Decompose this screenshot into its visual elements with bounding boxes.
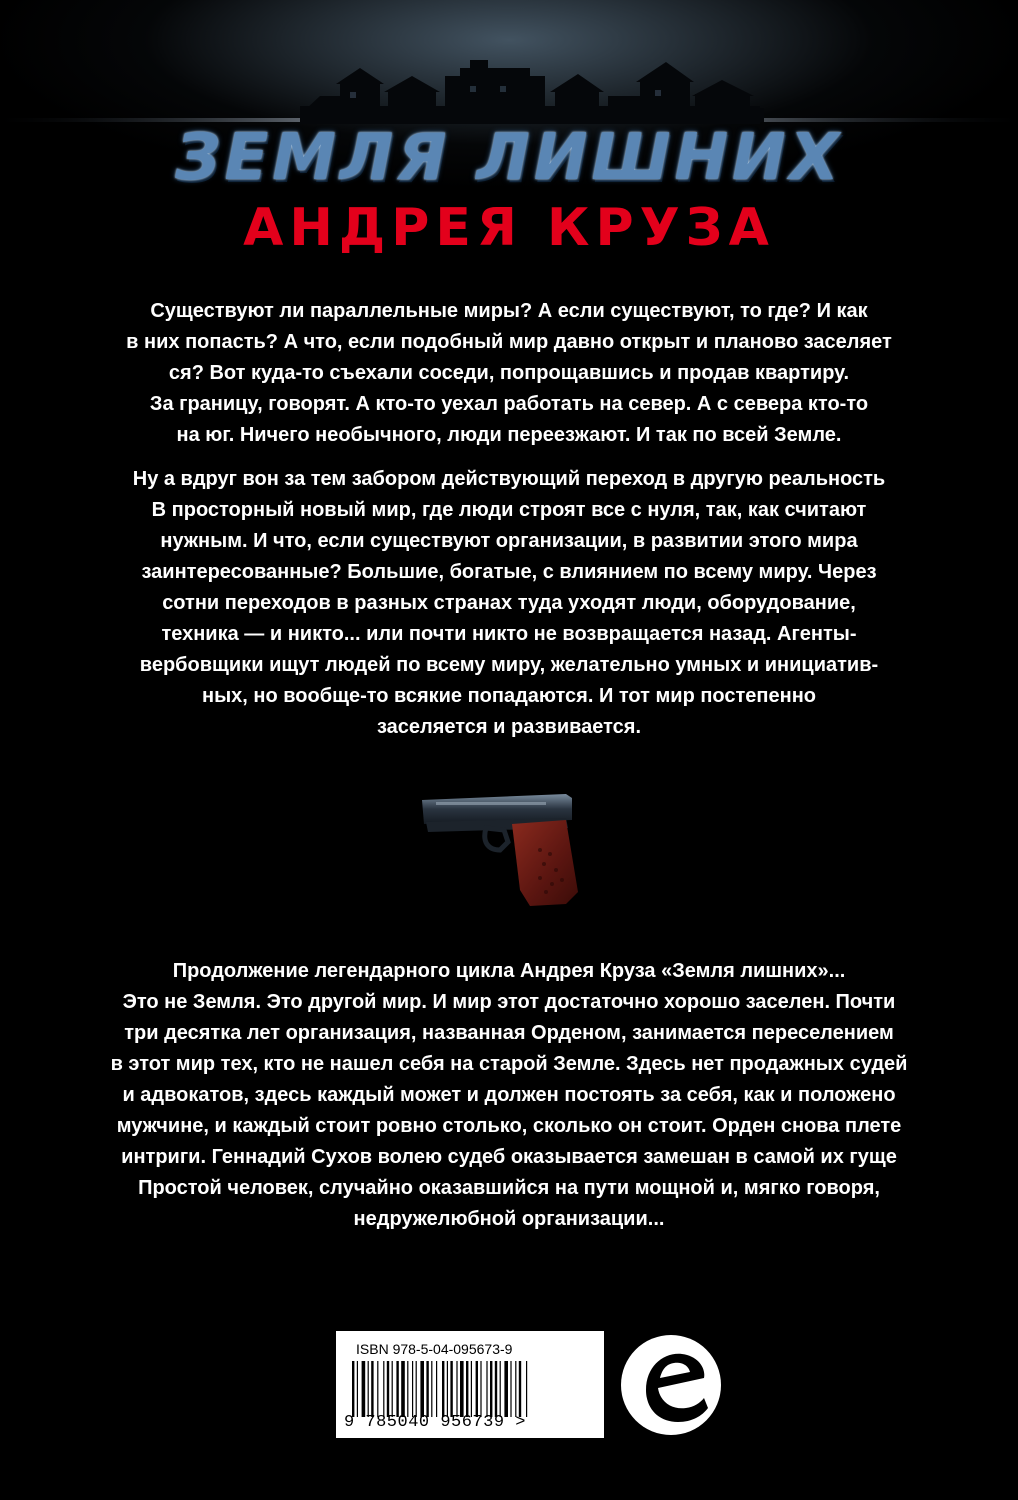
text-line: мужчине, и каждый стоит ровно столько, сколько он стоит. Орден снова плете [116, 1115, 902, 1137]
text-line: вербовщики ищут людей по всему миру, желательно умных и инициатив- [139, 654, 879, 676]
barcode-bar [387, 1361, 389, 1417]
text-line: заинтересованные? Большие, богатые, с влиянием по всему миру. Через [141, 561, 877, 583]
barcode-bar [490, 1361, 492, 1417]
barcode-bar [526, 1361, 527, 1417]
barcode-digits: 9 785040 956739 > [344, 1413, 526, 1432]
barcode-bar [500, 1361, 501, 1417]
barcode-bar [504, 1361, 508, 1417]
barcode-bar [450, 1361, 452, 1417]
barcode-bar [377, 1361, 378, 1417]
barcode-bar [401, 1361, 405, 1417]
barcode-bar [368, 1361, 369, 1417]
text-line: ных, но вообще-то всякие попадаются. И тот мир постепенно [202, 685, 816, 707]
text-line: В просторный новый мир, где люди строят все с нуля, так, как считают [151, 499, 867, 521]
barcode-panel [336, 1331, 604, 1438]
barcode-bar [519, 1361, 521, 1417]
barcode-bar [466, 1361, 468, 1417]
text-line: интриги. Геннадий Сухов волею судеб оказывается замешан в самой их гуще [121, 1146, 897, 1168]
text-line: техника — и никто... или почти никто не возвращается назад. Агенты- [161, 623, 857, 645]
text-line: три десятка лет организация, названная Орденом, занимается переселением [124, 1022, 894, 1044]
blurb-paragraph-2 [100, 464, 918, 743]
text-line: и адвокатов, здесь каждый может и должен постоять за себя, как и положено [122, 1084, 896, 1106]
barcode-bar [392, 1361, 393, 1417]
barcode-bar [352, 1361, 354, 1417]
barcode-bar [460, 1361, 464, 1417]
barcode-bar [371, 1361, 373, 1417]
text-line: Это не Земля. Это другой мир. И мир этот достаточно хорошо заселен. Почти [122, 991, 896, 1013]
text-line: недружелюбной организации... [353, 1208, 665, 1230]
text-line: заселяется и развивается. [376, 716, 642, 738]
isbn-label: ISBN 978-5-04-095673-9 [356, 1341, 513, 1357]
author-name: АНДРЕЯ КРУЗА [243, 198, 775, 258]
barcode-bar [383, 1361, 384, 1417]
text-line: Простой человек, случайно оказавшийся на пути мощной и, мягко говоря, [138, 1177, 880, 1199]
text-line: За границу, говорят. А кто-то уехал работать на север. А с севера кто-то [149, 393, 869, 415]
series-title: ЗЕМЛЯ ЛИШНИХ [175, 121, 843, 195]
barcode-bar [456, 1361, 457, 1417]
text-line: на юг. Ничего необычного, люди переезжают. И так по всей Земле. [176, 424, 842, 446]
barcode-bar [416, 1361, 417, 1417]
blurb-paragraph-1 [100, 296, 918, 451]
eksmo-e-logo-icon [616, 1330, 726, 1440]
town-skyline-silhouette [0, 40, 1018, 130]
text-line: нужным. И что, если существуют организации, в развитии этого мира [160, 530, 858, 552]
barcode-bar [480, 1361, 481, 1417]
barcode-bar [436, 1361, 437, 1417]
barcode-bar [412, 1361, 413, 1417]
barcode-bar [407, 1361, 408, 1417]
barcode-bar [510, 1361, 511, 1417]
text-line: Продолжение легендарного цикла Андрея Круза «Земля лишних»... [172, 960, 846, 982]
barcode-bar [471, 1361, 472, 1417]
barcode-bar [515, 1361, 516, 1417]
barcode-bar [431, 1361, 432, 1417]
text-line: ся? Вот куда-то съехали соседи, попрощавшись и продав квартиру. [168, 362, 850, 384]
text-line: сотни переходов в разных странах туда уходят люди, оборудование, [162, 592, 856, 614]
barcode-bar [357, 1361, 358, 1417]
pistol-icon [416, 780, 588, 910]
barcode-bar [420, 1361, 424, 1417]
barcode-bar [442, 1361, 444, 1417]
barcode-bar [362, 1361, 366, 1417]
text-line: в них попасть? А что, если подобный мир давно открыт и планово заселяет [126, 331, 892, 353]
text-line: в этот мир тех, кто не нашел себя на старой Земле. Здесь нет продажных судей [110, 1053, 908, 1075]
blurb-paragraph-3 [100, 956, 918, 1235]
text-line: Существуют ли параллельные миры? А если существуют, то где? И как [150, 300, 868, 322]
barcode-bar [486, 1361, 487, 1417]
barcode-bar [426, 1361, 428, 1417]
barcode-bar [447, 1361, 448, 1417]
barcode-icon [352, 1361, 588, 1417]
barcode-bar [476, 1361, 478, 1417]
text-line: Ну а вдруг вон за тем забором действующий переход в другую реальность [132, 468, 886, 490]
barcode-bar [396, 1361, 398, 1417]
barcode-bar [495, 1361, 497, 1417]
